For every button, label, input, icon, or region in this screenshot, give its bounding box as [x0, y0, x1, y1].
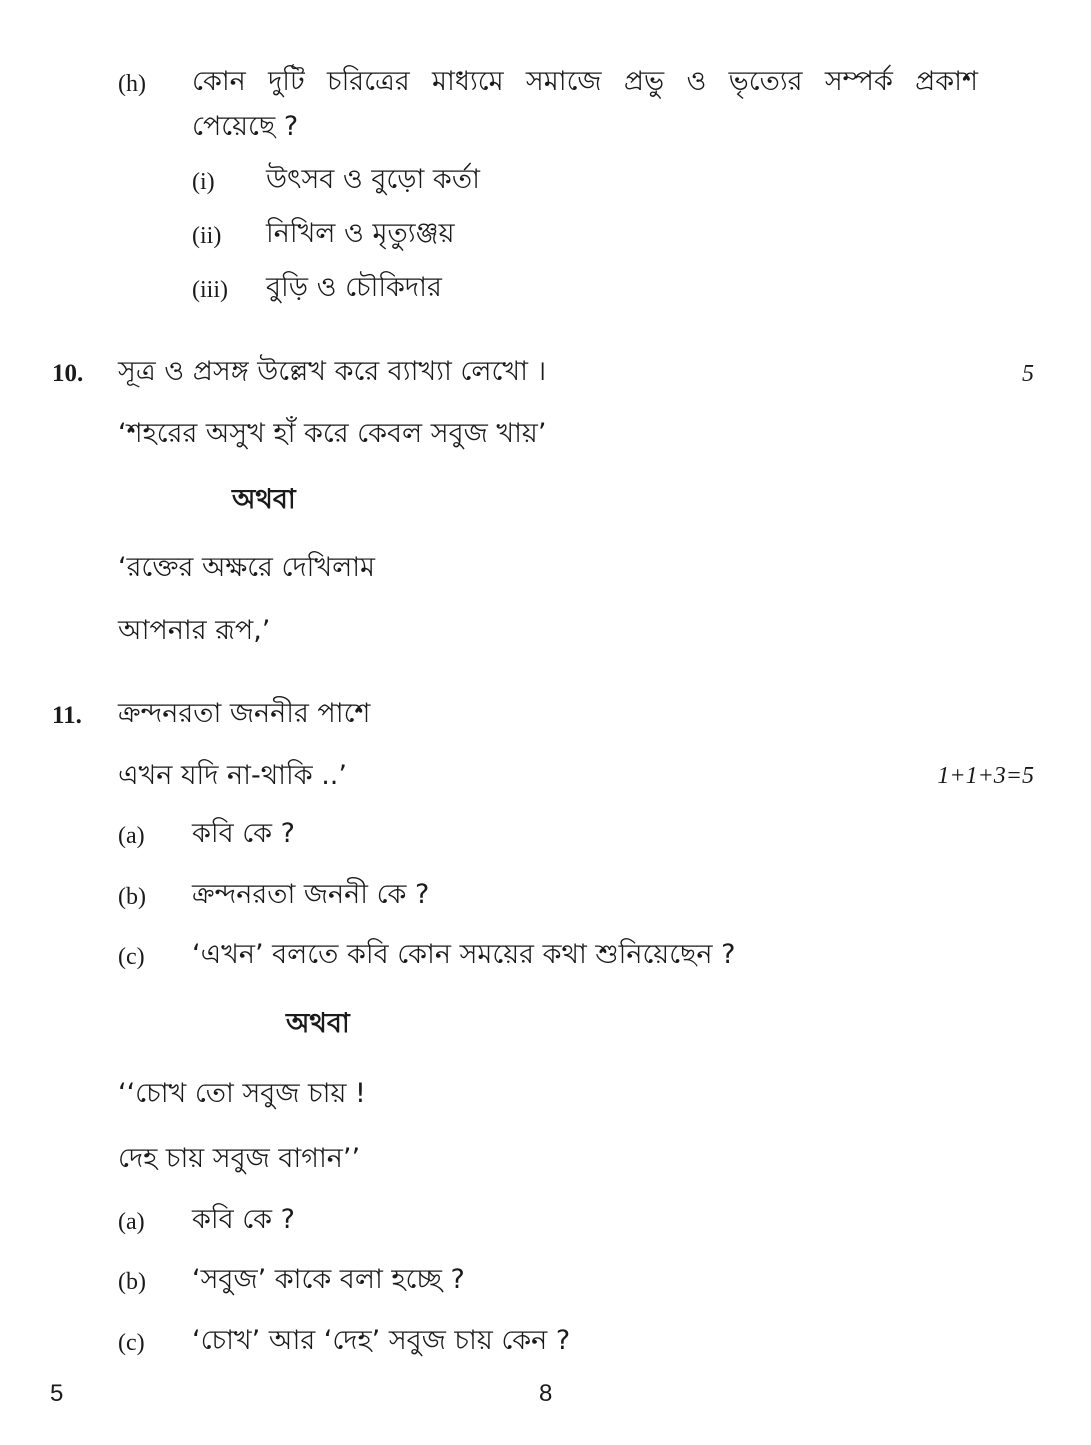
q10-marks: 5 [1022, 361, 1034, 387]
q11-part-text: ‘এখন’ বলতে কবি কোন সময়ের কথা শুনিয়েছেন ? [192, 939, 736, 970]
q11-line2: এখন যদি না-থাকি ..’ [118, 760, 347, 791]
q10-instruction: সূত্র ও প্রসঙ্গ উল্লেখ করে ব্যাখ্যা লেখো । [118, 356, 547, 387]
q11-alt-part-text: কবি কে ? [192, 1204, 295, 1235]
q11-or-label: অথবা [286, 1008, 350, 1039]
footer-code: 5 [50, 1380, 64, 1407]
q9h-option-label: (ii) [192, 223, 222, 249]
q9h-option-text: নিখিল ও মৃত্যুঞ্জয় [266, 218, 455, 249]
q11-number: 11. [52, 702, 82, 729]
q11-part-label: (a) [118, 823, 145, 849]
q11-marks: 1+1+3=5 [937, 763, 1034, 789]
q11-alt-line1: ‘‘চোখ তো সবুজ চায় ! [118, 1078, 366, 1109]
q11-part-text: কবি কে ? [192, 818, 295, 849]
q10-quote2-line1: ‘রক্তের অক্ষরে দেখিলাম [118, 552, 376, 583]
q9h-option-label: (i) [192, 169, 215, 195]
q11-line1: ক্রন্দনরতা জননীর পাশে [118, 698, 371, 729]
q9h-stem-line1: কোন দুটি চরিত্রের মাধ্যমে সমাজে প্রভু ও ভৃত্যের সম্পর্ক প্রকাশ [192, 66, 978, 97]
q11-alt-part-label: (a) [118, 1209, 145, 1235]
q10-quote1: ‘শহরের অসুখ হাঁ করে কেবল সবুজ খায়’ [118, 418, 547, 449]
q9h-label: (h) [118, 71, 146, 97]
q11-part-label: (c) [118, 944, 145, 970]
q10-number: 10. [52, 360, 84, 387]
q11-alt-line2: দেহ চায় সবুজ বাগান’’ [118, 1143, 361, 1174]
q10-quote2-line2: আপনার রূপ,’ [118, 615, 271, 646]
q11-alt-part-text: ‘সবুজ’ কাকে বলা হচ্ছে ? [192, 1264, 465, 1295]
q10-or-label: অথবা [232, 484, 296, 515]
q9h-option-text: উৎসব ও বুড়ো কর্তা [266, 164, 480, 195]
q9h-stem-line2: পেয়েছে ? [192, 111, 299, 142]
q11-alt-part-text: ‘চোখ’ আর ‘দেহ’ সবুজ চায় কেন ? [192, 1325, 571, 1356]
q11-alt-part-label: (b) [118, 1269, 146, 1295]
q9h-option-text: বুড়ি ও চৌকিদার [266, 272, 442, 303]
q11-part-text: ক্রন্দনরতা জননী কে ? [192, 879, 430, 910]
q9h-option-label: (iii) [192, 277, 228, 303]
q11-alt-part-label: (c) [118, 1330, 145, 1356]
page-number: 8 [539, 1380, 553, 1407]
q11-part-label: (b) [118, 884, 146, 910]
